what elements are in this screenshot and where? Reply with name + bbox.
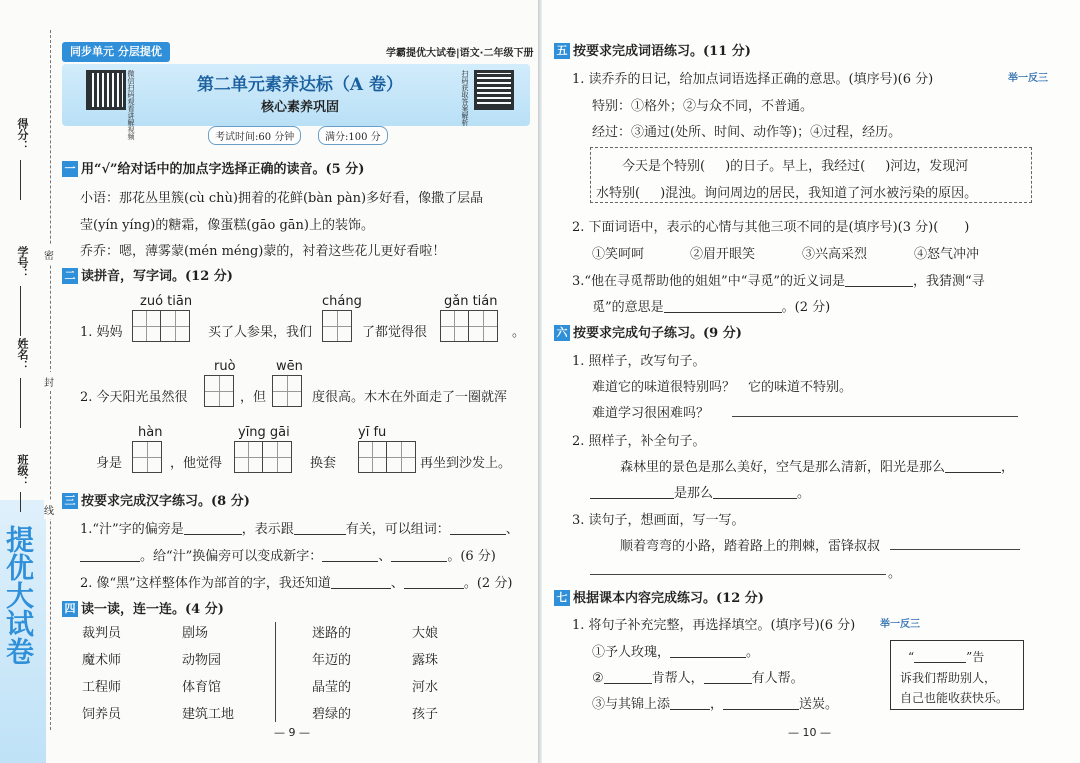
diary-line-2 [596,182,977,201]
s5-q3d: 。(2 分) [781,300,831,315]
blank-adjective[interactable] [713,487,797,499]
blank-rose[interactable] [670,646,746,658]
s6-sentence-1: 森林里的景色是那么美好，空气是那么清新，阳光是那么 ， [620,460,1015,475]
s5-option-0[interactable]: ①笑呵呵 [592,247,645,262]
blank-new-char-1[interactable] [322,550,378,562]
blank-subject[interactable] [590,487,674,499]
s6-task: 难道学习很困难吗？ [592,406,710,421]
s6-q1: 1. 照样子，改写句子。 [572,354,706,369]
blank-radical-char-1[interactable] [331,577,391,589]
s2-row2-a: 2. 今天阳光虽然很 [80,390,188,405]
match-b-1[interactable]: 动物园 [182,653,222,668]
s6-e4: 是那么 [674,486,714,501]
pinyin-5: wēn [276,359,303,374]
pinyin-4: ruò [214,359,236,374]
header-badge: 同步单元 分层提优 [62,42,170,62]
qr-left-caption: 微信扫码观看讲解视频 [127,70,135,140]
book-gutter [538,0,542,763]
spine-class-label: 班级： [16,454,29,487]
spine-score-label: 得分： [16,118,29,151]
diary-line-1 [622,155,968,174]
s7-a2 [592,667,804,686]
section-7-num: 七 [554,590,570,606]
s7-box1: “ [908,650,915,664]
s7-a1b: 。 [746,645,760,660]
s2-row3-d: 再坐到沙发上。 [420,456,512,471]
s3-l2-a: 。给“汁”换偏旁可以变成新字： [140,549,323,564]
match-a-1[interactable]: 魔术师 [82,653,122,668]
diary-1a: 今天是个特别( [622,159,706,174]
spine-name-line [20,378,21,428]
qr-right-caption: 扫码获取答案解析 [461,70,469,126]
match-c-1[interactable]: 年迈的 [312,653,352,668]
section-3-title [62,490,250,509]
answer-line-2[interactable] [890,549,1020,550]
blank-flower[interactable] [670,698,710,710]
spine-class-line [20,492,21,512]
section-4-num: 四 [62,601,78,617]
s6-end: 。 [888,566,902,581]
match-b-3[interactable]: 建筑工地 [182,707,235,722]
blank-word-1[interactable] [450,523,506,535]
answer-line-3[interactable] [590,574,886,575]
writing-grid-chang[interactable] [322,310,352,342]
section-6-num: 六 [554,325,570,341]
s6-e4b: 。 [797,486,811,501]
s3-line-1 [80,518,519,537]
s3-l1-c: 有关，可以组词： [345,522,450,537]
s5-option-3[interactable]: ④怒气冲冲 [914,247,980,262]
s6-sentence-3: 顺着弯弯的小路，踏着路上的荆棘，雷锋叔叔 [620,539,881,554]
diary-2a: 水特别( [596,186,641,201]
s3-l3-b: 、 [390,576,404,591]
section-5-num: 五 [554,43,570,59]
s2-row1-a: 1. 妈妈 [80,325,123,340]
section-4-text: 读一读，连一连。(4 分) [81,602,224,617]
page-title: 第二单元素养达标（A 卷） [196,75,404,95]
section-7-text: 根据课本内容完成练习。(12 分) [573,591,764,606]
match-d-0[interactable]: 大娘 [412,626,439,641]
pinyin-7: yīng gāi [238,425,290,440]
s2-row1-d: 。 [512,325,526,340]
s3-l1-a: 1.“汁”字的偏旁是 [80,522,184,537]
s7-a3a: ③与其锦上添 [592,697,671,712]
match-c-3[interactable]: 碧绿的 [312,707,352,722]
qr-right [474,70,514,110]
blank-new-char-2[interactable] [391,550,447,562]
blank-box-choice[interactable] [914,651,966,663]
s7-a2b: 肯帮人， [651,671,704,686]
match-d-1[interactable]: 露珠 [412,653,439,668]
blank-meaning-xunmi[interactable] [664,301,782,313]
s3-l2-b: 、 [378,549,392,564]
s2-row3-c: 换套 [310,456,337,471]
s3-line-3 [80,572,512,591]
s3-l1-d: 、 [505,522,519,537]
s2-row1-b: 买了人参果，我们 [208,325,313,340]
match-a-2[interactable]: 工程师 [82,680,122,695]
blank-sunlight[interactable] [945,461,1001,473]
s1-line-1: 小语：那花丛里簇(cù chù)拥着的花鲜(bàn pàn)多好看，像撒了层晶 [80,191,484,206]
section-3-text: 按要求完成汉字练习。(8 分) [81,494,250,509]
section-2-text: 读拼音，写字词。(12 分) [81,269,233,284]
diary-2b: )混浊。询问周边的居民，我知道了河水被污染的原因。 [660,186,978,201]
cut-label-2: 封 [44,372,54,391]
writing-grid-han[interactable] [132,441,162,473]
spine-id-line [20,286,21,336]
s7-q1: 1. 将句子补充完整，再选择填空。(填序号)(6 分) [572,618,856,633]
match-b-2[interactable]: 体育馆 [182,680,222,695]
s7-a1a: ①予人玫瑰， [592,645,671,660]
s5-q3c: 觅”的意思是 [592,300,664,315]
qr-left [86,70,126,110]
diary-1b: )的日子。早上，我经过( [725,159,866,174]
s5-q3b: ，我猜测“寻 [913,274,985,289]
s2-row2-c: 度很高。木木在外面走了一圈就浑 [312,390,508,405]
page-subtitle: 核心素养巩固 [260,100,339,115]
match-d-3[interactable]: 孩子 [412,707,439,722]
s6-q3: 3. 读句子，想画面，写一写。 [572,513,745,528]
section-7-title [554,587,764,606]
s7-a2a: ② [592,671,604,686]
writing-grid-zuotian[interactable] [132,310,190,342]
answer-line-1[interactable] [732,416,1018,417]
section-5-title [554,40,751,59]
s3-l1-b: ，表示跟 [241,522,294,537]
s5-meaning-1: 特别：①格外；②与众不同，不普通。 [592,99,814,114]
spine-score-line [20,160,21,200]
blank-synonym[interactable] [845,275,913,287]
s5-option-2[interactable]: ③兴高采烈 [802,247,868,262]
s5-meaning-2: 经过：③通过(处所、时间、动作等)；④过程，经历。 [592,125,902,140]
exam-time: 考试时间:60 分钟 [208,126,301,145]
s7-a3 [592,693,838,712]
s6-example: 难道它的味道很特别吗？ 它的味道不特别。 [592,380,853,395]
section-2-title [62,265,233,284]
blank-meaning[interactable] [294,523,346,535]
match-d-2[interactable]: 河水 [412,680,439,695]
cut-label-1: 线 [44,500,54,519]
matching-divider [275,622,276,722]
spine-name-label: 姓名： [16,338,29,371]
pinyin-8: yī fu [358,425,387,440]
s7-a2c: 有人帮。 [751,671,804,686]
section-4-title [62,598,224,617]
exam-score: 满分:100 分 [318,126,388,145]
s3-l3-a: 2. 像“黑”这样整体作为部首的字，我还知道 [80,576,331,591]
s5-q1: 1. 读乔乔的日记，给加点词语选择正确的意思。(填序号)(6 分) [572,72,934,87]
blank-snow[interactable] [723,698,799,710]
s7-box-line-3: 自己也能收获快乐。 [900,691,1009,705]
blank-word-2[interactable] [80,550,140,562]
s2-row2-b: ，但 [240,390,267,405]
pinyin-1: zuó tiān [140,294,193,309]
s6-sentence-2 [590,482,810,501]
cut-label-3: 密 [44,245,54,264]
spine-brand: 提优大试卷 [2,525,35,665]
diary-1c: )河边，发现河 [885,159,969,174]
match-a-3[interactable]: 饲养员 [82,707,122,722]
writing-grid-wen[interactable] [272,375,302,407]
s6-q2: 2. 照样子，补全句子。 [572,434,706,449]
s2-row3-a: 身是 [96,456,123,471]
writing-grid-gantian[interactable] [440,310,498,342]
writing-grid-yifu[interactable] [358,441,416,473]
s7-a1 [592,641,759,660]
pinyin-3: gǎn tián [444,294,498,309]
section-3-num: 三 [62,493,78,509]
page-number-left: — 9 — [274,726,310,739]
s7-tag: 举一反三 [880,619,920,630]
match-c-0[interactable]: 迷路的 [312,626,352,641]
s1-line-2: 莹(yín yíng)的糖霜，像蛋糕(gāo gān)上的装饰。 [80,218,374,233]
pinyin-6: hàn [138,425,163,440]
blank-radical[interactable] [184,523,242,535]
writing-grid-ruo[interactable] [204,375,234,407]
spine-id-label: 学号： [16,246,29,279]
s6-e3: 森林里的景色是那么美好，空气是那么清新，阳光是那么 [620,460,946,475]
s5-tag: 举一反三 [1008,73,1048,84]
header-series: 学霸提优大试卷|语文·二年级下册 [386,48,534,59]
s7-box2: ”告 [966,650,985,664]
s1-line-3: 乔乔：嗯，薄雾蒙(mén méng)蒙的，衬着这些花儿更好看啦！ [80,244,446,259]
section-1-text: 用“√”给对话中的加点字选择正确的读音。(5 分) [81,162,365,177]
right-page [540,0,1080,763]
blank-radical-char-2[interactable] [404,577,464,589]
s3-line-2 [80,545,496,564]
s5-q3a: 3.“他在寻觅帮助他的姐姐”中“寻觅”的近义词是 [572,274,845,289]
blank-help-2[interactable] [704,672,752,684]
pinyin-2: cháng [322,294,362,309]
s2-row3-b: ，他觉得 [170,456,223,471]
writing-grid-yinggai[interactable] [234,441,292,473]
s7-a3b: ， [710,697,724,712]
s3-l2-c: 。(6 分) [447,549,496,564]
s5-option-1[interactable]: ②眉开眼笑 [690,247,756,262]
s5-q3-line-1 [572,270,985,289]
match-b-0[interactable]: 剧场 [182,626,209,641]
match-a-0[interactable]: 裁判员 [82,626,122,641]
section-5-text: 按要求完成词语练习。(11 分) [573,44,751,59]
page-number-right: — 10 — [788,726,831,739]
s5-q2: 2. 下面词语中，表示的心情与其他三项不同的是(填序号)(3 分)( ) [572,220,970,235]
s3-l3-c: 。(2 分) [463,576,513,591]
s2-row1-c: 了都觉得很 [362,325,428,340]
section-2-num: 二 [62,268,78,284]
match-c-2[interactable]: 晶莹的 [312,680,352,695]
s7-box-line-1 [908,648,984,665]
section-1-title [62,158,364,177]
s7-a3c: 送炭。 [799,697,839,712]
s7-box-line-2: 诉我们帮助别人， [900,671,997,685]
s5-q3-line-2 [592,296,830,315]
section-1-num: 一 [62,161,78,177]
blank-help-1[interactable] [604,672,652,684]
section-6-title [554,322,742,341]
section-6-text: 按要求完成句子练习。(9 分) [573,326,742,341]
